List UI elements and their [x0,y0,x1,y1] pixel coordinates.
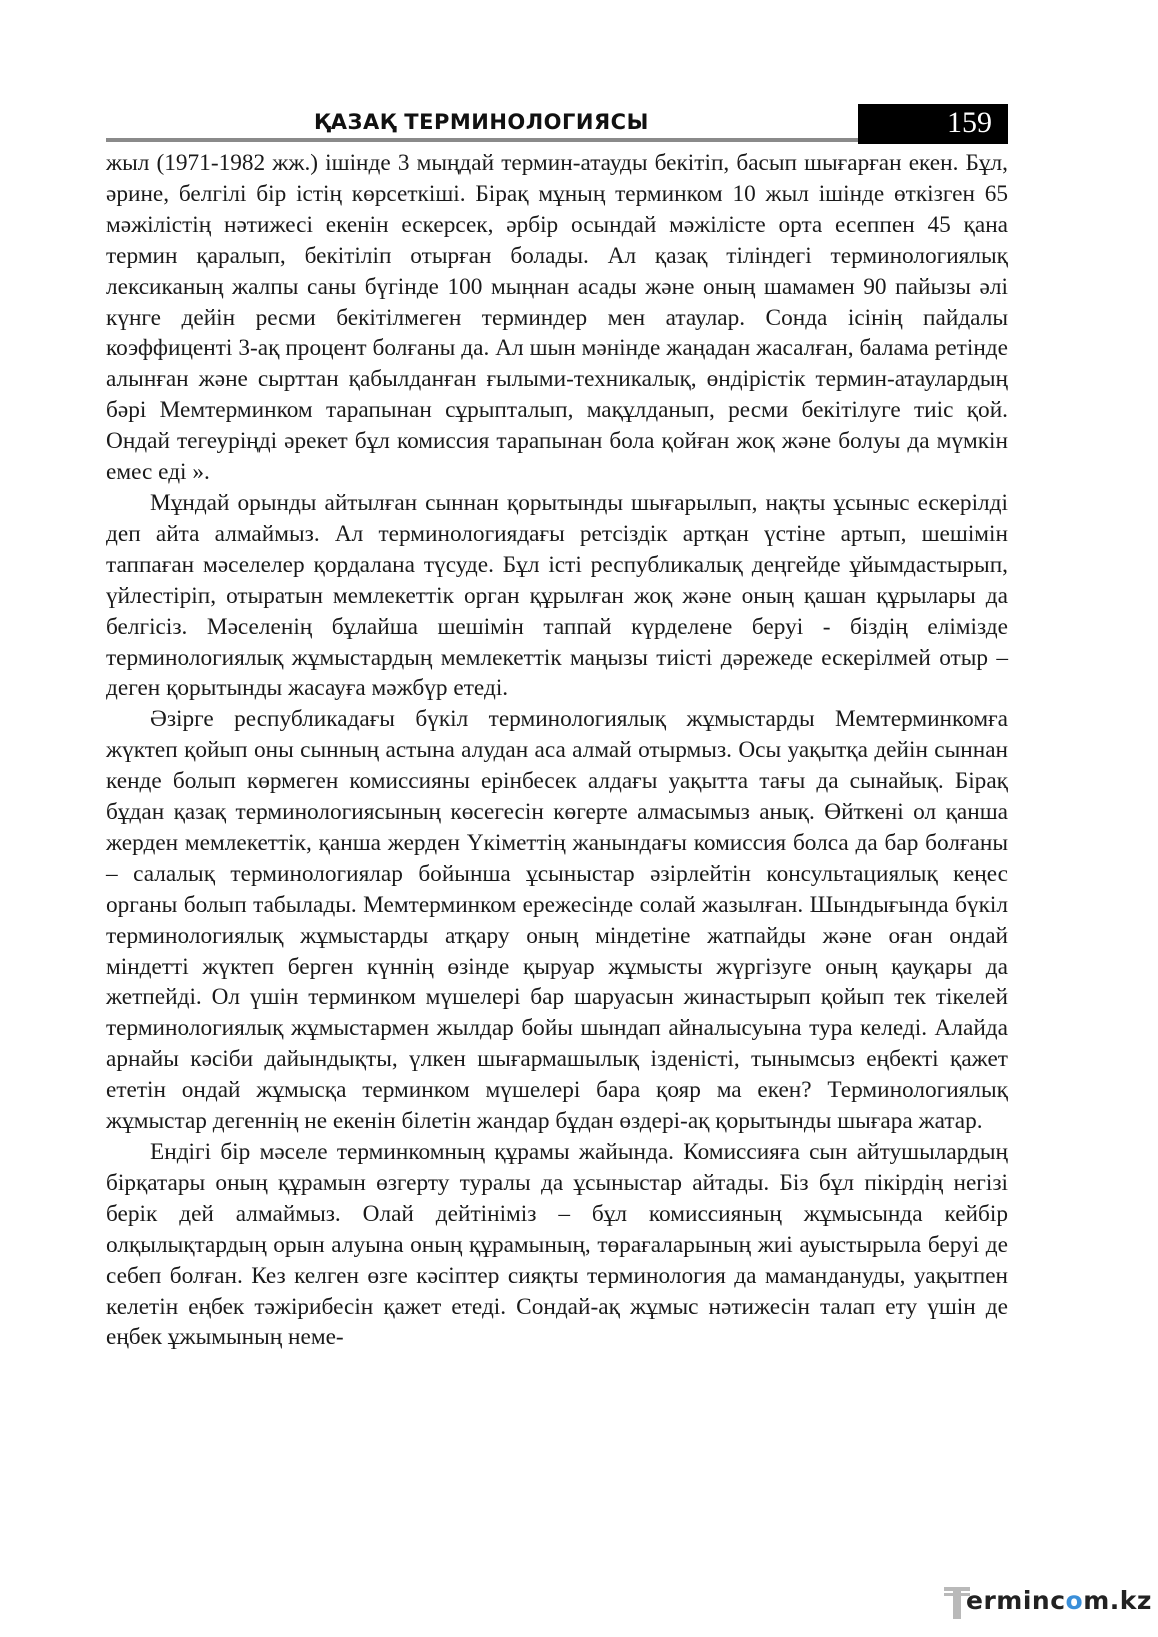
page-number-box [858,104,1008,144]
page-header [106,104,1008,144]
watermark-suffix: m.kz [1083,1586,1152,1615]
body-text [106,148,1008,1353]
paragraph-1: жыл (1971-1982 жж.) ішінде 3 мыңдай термин-атауды бекітіп, басып шығарған екен. Бұл, әрине, белгілі бір істің көрсеткіші. Бірақ мұның терминком 10 жыл ішінде өткізген 65 мәжілістің нәтижесі екенін ескерсек, әрбір осындай мәжілісте орта есеппен 45 қана термин қаралып, бекітіліп отырған болады. Ал қазақ тіліндегі терминологиялық лексиканың жалпы саны бүгінде 100 мыңнан асады және оның шамамен 90 пайызы әлі күнге дейін ресми бекітілмеген терминдер мен атаулар. Сонда ісінің пайдалы коэффиценті 3-ақ процент болғаны да. Ал шын мәнінде жаңадан жасалған, балама ретінде алынған және сырттан қабылданған ғылыми-техникалық, өндірістік термин-атаулардың бәрі Мемтерминком тарапынан сұрыпталып, мақұлданып, ресми бекітілуге тиіс қой. Ондай тегеуріңді әрекет бұл комиссия тарапынан бола қойған жоқ және болуы да мүмкін емес еді ». [106,150,1008,486]
running-title: ҚАЗАҚ ТЕРМИНОЛОГИЯСЫ [314,110,649,134]
header-rule [106,138,858,142]
paragraph-3: Әзірге республикадағы бүкіл терминологиялық жұмыстарды Мемтерминкомға жүктеп қойып оны сынның астына алудан аса алмай отырмыз. Осы уақытқа дейін сыннан кенде болып көрмеген комиссияны ерінбесек алдағы уақытта тағы да сынайық. Бірақ бұдан қазақ терминологиясының көсегесін көгерте алмасымыз анық. Өйткені ол қанша жерден мемлекеттік, қанша жерден Үкіметтің жанындағы комиссия болса да бар болғаны – салалық терминологиялар бойынша ұсыныстар әзірлейтін консультациялық кеңес органы болып табылады. Мемтерминком ережесінде солай жазылған. Шындығында бүкіл терминологиялық жұмыстарды атқару оның міндетіне жатпайды және оған ондай міндетті жүктеп берген күннің өзінде қыруар жұмысты жүргізуге оның қауқары да жетпейді. Ол үшін терминком мүшелері бар шаруасын жинастырып қойып тек тікелей терминологиялық жұмыстармен жылдар бойы шындап айналысуына тура келеді. Алайда арнайы кәсіби дайындықты, үлкен шығармашылық ізденісті, тынымсыз еңбекті қажет ететін ондай жұмысқа терминком мүшелері бара қояр ма екен? Терминологиялық жұмыстар дегеннің не екенін білетін жандар бұдан өздері-ақ қорытынды шығара жатар. [106,706,1008,1135]
termincom-watermark-logo [944,1584,1152,1624]
watermark-text [966,1586,1152,1615]
watermark-o-letter: o [1065,1586,1084,1615]
page-number: 159 [947,106,992,139]
paragraph-2: Мұндай орынды айтылған сыннан қорытынды шығарылып, нақты ұсыныс ескерілді деп айта алмаймыз. Ал терминологиядағы ретсіздік артқан үстіне артып, шешімін таппаған мәселелер қордалана түсуде. Бұл істі республикалық деңгейде ұйымдастырып, үйлестіріп, отыратын мемлекеттік орган құрылған жоқ және оның қашан құрылары да белгісіз. Мәселенің бұлайша шешімін таппай күрделене беруі - біздің елімізде терминологиялық жұмыстардың мемлекеттік маңызы тиісті дәрежеде ескерілмей отыр – деген қорытынды жасауға мәжбүр етеді. [106,489,1008,702]
paragraph-4: Ендігі бір мәселе терминкомның құрамы жайында. Комиссияға сын айтушылардың бірқатары оның құрамын өзгерту туралы да ұсыныстар айтады. Біз бұл пікірдің негізі берік дей алмаймыз. Олай дейтініміз – бұл комиссияның жұмысында кейбір олқылықтардың орын алуына оның құрамының, төрағаларының жиі ауыстырыла беруі де себеп болған. Кез келген өзге кәсіптер сияқты терминология да мамандануды, уақытпен келетін еңбек тәжірибесін қажет етеді. Сондай-ақ жұмыс нәтижесін талап ету үшін де еңбек ұжымының неме- [106,1139,1008,1351]
watermark-prefix: erminc [966,1586,1066,1615]
